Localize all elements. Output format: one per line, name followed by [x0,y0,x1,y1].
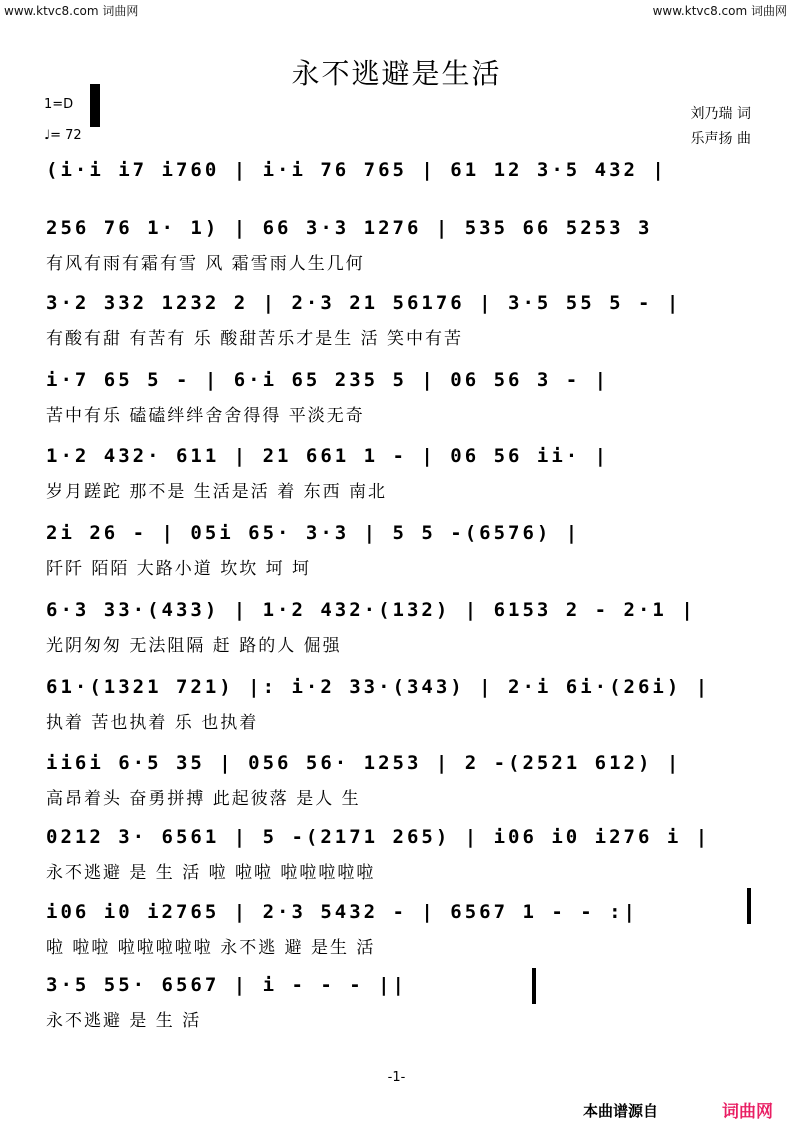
final-barline [532,968,536,1004]
lyrics-line: 高昂着头 奋勇拼搏 此起彼落 是人 生 [46,789,361,809]
source-label: 本曲谱源自 [583,1102,659,1120]
notation-line: (i·i i7 i760 | i·i 76 765 | 61 12 3·5 432 | [46,159,667,181]
site-logo: 词曲网 [722,1102,773,1122]
notation-line: ii6i 6·5 35 | 056 56· 1253 | 2 -(2521 612) | [46,752,682,774]
score-system-2 [0,213,793,283]
notation-line: 2i 26 - | 05i 65· 3·3 | 5 5 -(6576) | [46,522,581,544]
notation-line: i·7 65 5 - | 6·i 65 235 5 | 06 56 3 - | [46,369,610,391]
key-signature: 1=D [44,97,74,112]
score-system-3 [0,288,793,358]
score-system-4 [0,365,793,435]
notation-line: 61·(1321 721) |: i·2 33·(343) | 2·i 6i·(26i) | [46,676,711,698]
lyrics-line: 啦 啦啦 啦啦啦啦啦 永不逃 避 是生 活 [46,938,376,958]
lyrics-line: 阡阡 陌陌 大路小道 坎坎 坷 坷 [46,559,312,579]
lyrics-line: 执着 苦也执着 乐 也执着 [46,713,259,733]
page-number: -1- [387,1070,406,1085]
score-system-6 [0,518,793,588]
lyrics-line: 苦中有乐 磕磕绊绊舍舍得得 平淡无奇 [46,406,365,426]
composer-credit: 乐声扬 曲 [690,131,751,147]
notation-line: 3·5 55· 6567 | i - - - || [46,974,407,996]
time-signature [90,89,98,111]
notation-line: i06 i0 i2765 | 2·3 5432 - | 6567 1 - - :| [46,901,638,923]
lyrics-line: 有风有雨有霜有雪 风 霜雪雨人生几何 [46,254,365,274]
notation-line: 256 76 1· 1) | 66 3·3 1276 | 535 66 5253 3 [46,217,653,239]
notation-line: 1·2 432· 611 | 21 661 1 - | 06 56 ii· | [46,445,610,467]
score-system-5 [0,441,793,511]
watermark-right: www.ktvc8.com 词曲网 [652,4,787,18]
lyrics-line: 有酸有甜 有苦有 乐 酸甜苦乐才是生 活 笑中有苦 [46,329,464,349]
lyricist-credit: 刘乃瑞 词 [690,106,751,122]
tempo-marking: ♩= 72 [44,128,82,143]
repeat-end-barline [747,888,751,924]
notation-line: 3·2 332 1232 2 | 2·3 21 56176 | 3·5 55 5 - | [46,292,682,314]
score-system-9 [0,748,793,818]
time-signature-divider [90,84,100,127]
lyrics-line: 永不逃避 是 生 活 啦 啦啦 啦啦啦啦啦 [46,863,376,883]
lyrics-line: 岁月蹉跎 那不是 生活是活 着 东西 南北 [46,482,388,502]
score-system-8 [0,672,793,742]
score-system-7 [0,595,793,665]
score-system-10 [0,822,793,892]
score-system-12 [0,970,793,1040]
notation-line: 6·3 33·(433) | 1·2 432·(132) | 6153 2 - 2·1 | [46,599,696,621]
lyrics-line: 永不逃避 是 生 活 [46,1011,202,1031]
watermark-left: www.ktvc8.com 词曲网 [4,4,139,18]
notation-line: 0212 3· 6561 | 5 -(2171 265) | i06 i0 i276 i | [46,826,711,848]
score-system-11 [0,897,793,967]
song-title: 永不逃避是生活 [291,57,502,90]
lyrics-line: 光阴匆匆 无法阻隔 赶 路的人 倔强 [46,636,342,656]
